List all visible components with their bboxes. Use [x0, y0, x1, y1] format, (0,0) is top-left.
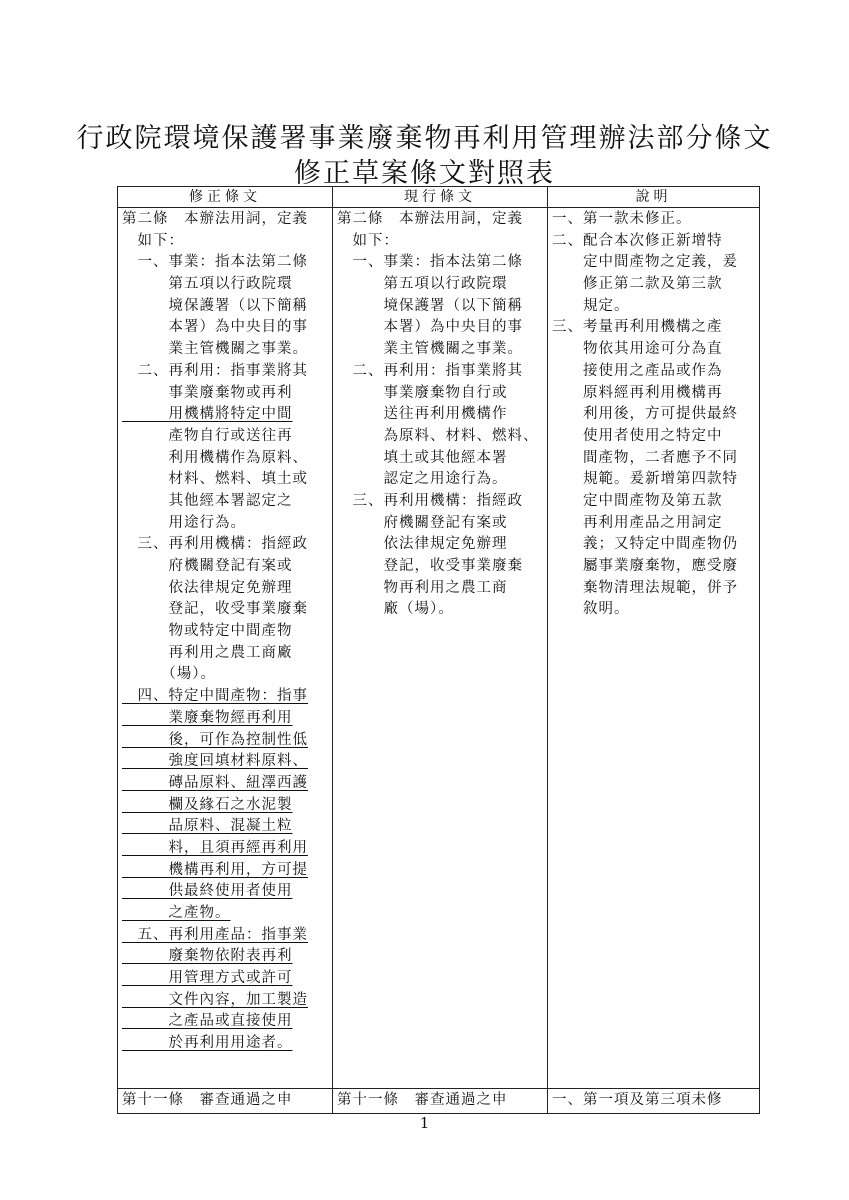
explanation-line: 敘明。 — [552, 601, 630, 618]
explanation-line: 屬事業廢棄物，應受廢 — [552, 558, 738, 574]
explanation-line: 定中間產物及第五款 — [552, 492, 723, 509]
amended-line: 其他經本署認定之 — [122, 492, 293, 509]
article-2-row — [118, 208, 760, 1089]
current-line: 境保護署（以下簡稱 — [337, 297, 523, 314]
header-current-provisions: 現行條文 — [333, 187, 548, 208]
current-line: 廠（場）。 — [337, 601, 454, 618]
amended-line: 用管理方式或許可 — [122, 970, 293, 987]
current-line: 業主管機關之事業。 — [337, 341, 523, 358]
amended-line: 府機關登記有案或 — [122, 558, 293, 574]
current-line: 第二條 本辦法用詞，定義 — [337, 211, 523, 227]
explanation-line: 棄物清理法規範，併予 — [552, 579, 738, 596]
article-11-row — [118, 1089, 760, 1114]
explanation-article-2-cell — [548, 208, 760, 1089]
amended-line: 第二條 本辦法用詞，定義 — [122, 211, 308, 227]
current-line: 事業廢棄物自行或 — [337, 384, 508, 401]
amended-line: 五、再利用產品：指事業 — [122, 926, 308, 943]
explanation-line: 規範。爰新增第四款特 — [552, 471, 738, 488]
current-line: 本署）為中央目的事 — [337, 319, 523, 336]
amended-line: 強度回填材料原料、 — [122, 753, 308, 770]
header-explanation: 說明 — [548, 187, 760, 208]
explanation-line: 規定。 — [552, 297, 630, 314]
amended-line: 事業廢棄物或再利 — [122, 384, 293, 401]
amended-line: 材料、燃料、填土或 — [122, 471, 308, 488]
amended-line: 後，可作為控制性低 — [122, 731, 308, 748]
explanation-line: 原料經再利用機構再 — [552, 384, 723, 401]
amended-line: 業主管機關之事業。 — [122, 341, 308, 358]
current-article-11-text: 第十一條 審查通過之申 — [337, 1092, 508, 1108]
amended-line: 廢棄物依附表再利 — [122, 948, 293, 965]
amended-line: 依法律規定免辦理 — [122, 579, 293, 596]
current-line: 三、再利用機構：指經政 — [337, 492, 523, 509]
amended-line: 四、特定中間產物：指事 — [122, 688, 308, 705]
explanation-line: 利用後，方可提供最終 — [552, 406, 738, 423]
current-line: 府機關登記有案或 — [337, 514, 508, 531]
amended-line: 文件內容，加工製造 — [122, 991, 308, 1008]
current-line: 一、事業：指本法第二條 — [337, 254, 523, 271]
amended-line: 品原料、混凝土粒 — [122, 818, 293, 835]
amended-line: 磚品原料、紐澤西護 — [122, 774, 308, 791]
current-line: 二、再利用：指事業將其 — [337, 362, 523, 379]
amended-line: 於再利用用途者。 — [122, 1035, 293, 1052]
current-article-11-cell — [333, 1089, 548, 1114]
explanation-line: 再利用產品之用詞定 — [552, 514, 723, 531]
header-amended-provisions: 修正條文 — [118, 187, 333, 208]
explanation-line: 間產物，二者應予不同 — [552, 449, 738, 466]
explanation-article-11-cell — [548, 1089, 760, 1114]
comparison-table — [117, 186, 760, 1114]
current-line: 送往再利用機構作 — [337, 406, 508, 423]
current-line: 認定之用途行為。 — [337, 471, 508, 488]
amended-line: 如下： — [122, 232, 184, 249]
amended-line: 二、再利用：指事業將其 — [122, 362, 308, 379]
amended-line: 物或特定中間產物 — [122, 623, 293, 640]
current-article-2-cell — [333, 208, 548, 1089]
current-line: 為原料、材料、燃料、 — [337, 427, 539, 444]
explanation-line: 定中間產物之定義，爰 — [552, 254, 738, 271]
amended-line: 再利用之農工商廠 — [122, 644, 293, 661]
amended-line: 機構再利用，方可提 — [122, 861, 308, 878]
amended-article-11-text: 第十一條 審查通過之申 — [122, 1092, 293, 1108]
page-number: 1 — [419, 1114, 430, 1132]
explanation-line: 一、第一款未修正。 — [552, 211, 692, 227]
explanation-line: 接使用之產品或作為 — [552, 362, 723, 379]
current-line: 填土或其他經本署 — [337, 449, 508, 466]
explanation-line: 使用者使用之特定中 — [552, 427, 723, 444]
current-line: 登記，收受事業廢棄 — [337, 558, 523, 574]
amended-line: 料，且須再經再利用 — [122, 839, 308, 856]
explanation-line: 物依其用途可分為直 — [552, 341, 723, 358]
amended-line: 用機構將特定中間 — [122, 406, 293, 423]
amended-line: 本署）為中央目的事 — [122, 319, 308, 336]
amended-line: 業廢棄物經再利用 — [122, 709, 293, 726]
amended-line: 欄及緣石之水泥製 — [122, 796, 293, 813]
amended-line: 產物自行或送往再 — [122, 427, 293, 444]
explanation-line: 修正第二款及第三款 — [552, 276, 723, 293]
document-title-line-2: 修正草案條文對照表 — [294, 158, 555, 189]
current-line: 物再利用之農工商 — [337, 579, 508, 596]
table-header-row — [118, 187, 760, 208]
current-line: 依法律規定免辦理 — [337, 536, 508, 553]
amended-line: 境保護署（以下簡稱 — [122, 297, 308, 314]
explanation-line: 義；又特定中間產物仍 — [552, 536, 738, 553]
amended-line: 供最終使用者使用 — [122, 883, 293, 900]
document-title-line-1: 行政院環境保護署事業廢棄物再利用管理辦法部分條文 — [76, 123, 773, 154]
amended-line: 之產品或直接使用 — [122, 1013, 293, 1030]
current-line: 如下： — [337, 232, 399, 249]
explanation-article-11-text: 一、第一項及第三項未修 — [552, 1092, 723, 1108]
amended-line: 利用機構作為原料、 — [122, 449, 308, 466]
amended-line: （場）。 — [122, 666, 216, 683]
amended-article-11-cell — [118, 1089, 333, 1114]
amended-line: 登記，收受事業廢棄 — [122, 601, 308, 618]
current-line: 第五項以行政院環 — [337, 276, 508, 293]
amended-line: 之產物。 — [122, 905, 231, 921]
explanation-line: 三、考量再利用機構之產 — [552, 319, 723, 336]
amended-line: 第五項以行政院環 — [122, 276, 293, 293]
amended-line: 用途行為。 — [122, 514, 246, 531]
amended-line: 一、事業：指本法第二條 — [122, 254, 308, 271]
amended-line: 三、再利用機構：指經政 — [122, 536, 308, 553]
amended-article-2-cell — [118, 208, 333, 1089]
explanation-line: 二、配合本次修正新增特 — [552, 232, 723, 249]
